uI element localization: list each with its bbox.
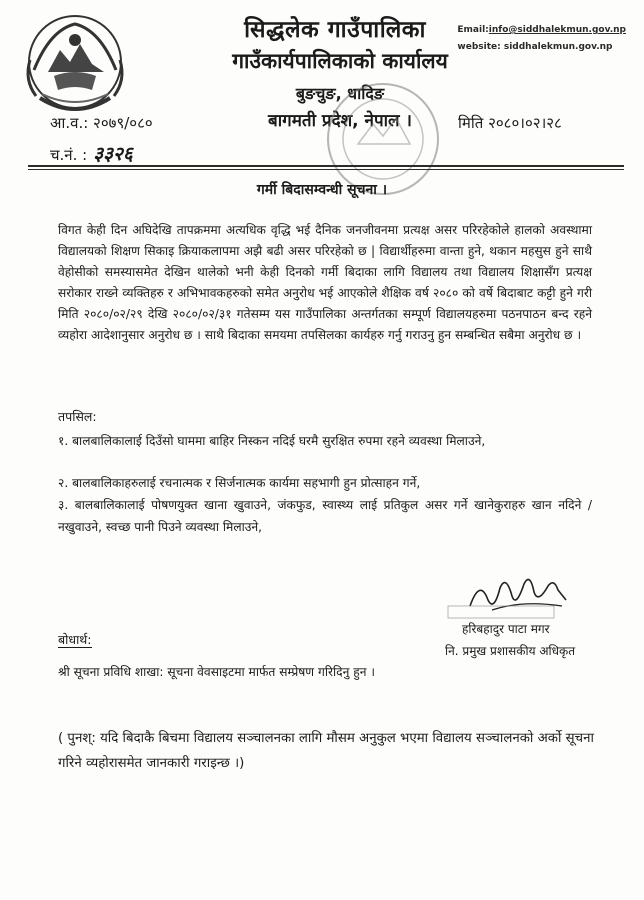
subject-text: गर्मी बिदासम्वन्धी सूचना । [256,182,388,198]
reference-number [50,140,133,166]
location: बुङचुङ, धादिङ [295,84,385,103]
office-name: गाउँकार्यपालिकाको कार्यालय [232,49,448,73]
tapasil-label: तपसिल: [58,409,97,424]
bodhartha-line: श्री सूचना प्रविधि शाखा: सूचना वेवसाइटमा मार्फत सम्प्रेषण गरिदिनु हुन । [58,665,375,679]
date [458,113,562,133]
email-link[interactable]: info@siddhalekmun.gov.np [488,25,626,35]
fiscal-year-label: आ.व.: [50,114,89,132]
tapasil-item: ३. बालबालिकालाई पोषणयुक्त खाना खुवाउने, जंकफुड, स्वास्थ्य लाई प्रतिकुल असर गर्ने खानेकुराहरु खान नदिने / नखुवाउने, स्वच्छ पानी पिउने व्यवस्था मिलाउने, [58,498,592,534]
subject [0,180,644,199]
website-label: website: [457,42,501,52]
ref-no-value: ३३२६ [93,143,133,165]
contact-info [457,22,626,56]
body-paragraph: विगत केही दिन अघिदेखि तापक्रममा अत्यधिक वृद्धि भई दैनिक जनजीवनमा प्रत्यक्ष असर परिरहेकोले हालको अवस्थामा विद्यालयको शिक्षण सिकाइ क्रियाकलापमा अझै बढी असर परिरहेको छ | विद्यार्थीहरुमा वान्ता हुने, थकान महसुस हुने साथै वेहोसीको समस्यासमेत देखिन थालेको भनी केही दिनको गर्मी बिदाका लागि विद्यालय तथा विद्यालय शिक्षासँग प्रत्यक्ष सरोकार राख्ने व्यक्तिहरु र अभिभावकहरुको समेत अनुरोध भई आएकोले शैक्षिक वर्ष २०८० को वर्षे बिदाबाट कट्टी हुने गरी मिति २०८०/०२/२९ देखि २०८०/०२/३१ गतेसम्म यस गाउँपालिका अन्तर्गतका सम्पूर्ण विद्यालयहरुमा पठनपाठन बन्द रहने व्यहोरा आदेशानुसार अनुरोध छ । साथै बिदाका समयमा तपसिलका कार्यहरु गर्नु गराउनु हुन सम्बन्धित सबैमा अनुरोध छ । [58,223,592,342]
signer-name: हरिबहादुर पाटा मगर [462,622,550,636]
ref-no-label: च.नं. : [50,146,88,164]
header-divider-thin [28,169,624,170]
signer-title: नि. प्रमुख प्रशासकीय अधिकृत [445,644,576,658]
bodhartha-label [58,631,92,648]
header-divider [28,165,624,167]
tapasil-item: २. बालबालिकाहरुलाई रचनात्मक र सिर्जनात्मक कार्यमा सहभागी हुन प्रोत्साहन गर्ने, [58,476,421,490]
fiscal-year [50,113,153,133]
bodhartha-label-text: बोधार्थ: [58,632,92,647]
province: बागमती प्रदेश, नेपाल । [268,111,412,131]
fiscal-year-value: २०७९/०८० [93,114,153,132]
signature-stamp [446,602,556,622]
org-name: सिद्धलेक गाउँपालिका [244,17,426,43]
nepal-emblem-icon [20,10,130,122]
tapasil-item: १. बालबालिकालाई दिउँसो घाममा बाहिर निस्कन नदिई घरमै सुरक्षित रुपमा रहने व्यवस्था मिलाउने, [58,434,486,448]
postscript: ( पुनश्: यदि बिदाकै बिचमा विद्यालय सञ्चालनका लागि मौसम अनुकुल भएमा विद्यालय सञ्चालनको अर्को सूचना गरिने व्यहोरासमेत जानकारी गराइन्छ ।) [58,731,594,771]
website-link[interactable]: siddhalekmun.gov.np [503,42,613,52]
date-label: मिति [458,114,484,132]
date-value: २०८०।०२।२८ [488,114,562,132]
email-label: Email: [457,25,489,35]
